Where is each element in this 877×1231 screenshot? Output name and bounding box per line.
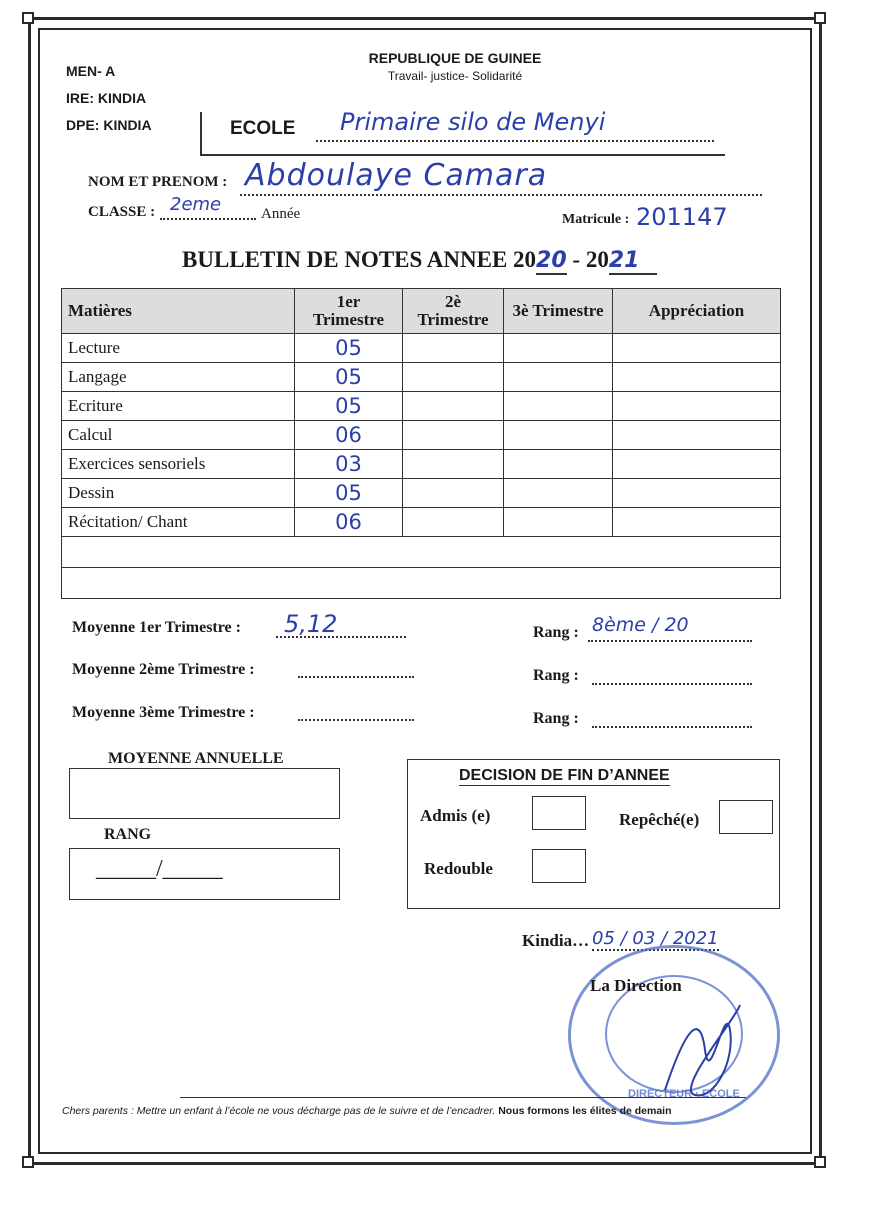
header-admin (66, 58, 152, 139)
grade-t3-cell (504, 363, 613, 392)
grade-t1-cell: 06 (295, 508, 403, 537)
matricule-label: Matricule : (562, 212, 630, 227)
republic-motto: Travail- justice- Solidarité (387, 69, 523, 83)
rang1-label: Rang : (533, 624, 579, 641)
decision-title: DECISION DE FIN D’ANNEE (459, 767, 670, 784)
header-t1: 1er Trimestre (295, 289, 403, 334)
name-label: NOM ET PRENOM : (88, 174, 228, 190)
ire-label: IRE: KINDIA (66, 90, 147, 106)
grade-t2-cell (403, 392, 504, 421)
grade-t3-cell (504, 421, 613, 450)
grade-t2-cell (403, 479, 504, 508)
footer-italic: Chers parents : Mettre un enfant à l’école ne vous décharge pas de le suivre et de l’encadrer. (62, 1105, 496, 1117)
republic-title: REPUBLIQUE DE GUINEE (368, 50, 542, 66)
appreciation-cell (613, 392, 781, 421)
title-mid: - 20 (566, 247, 609, 272)
m3-line (298, 703, 414, 721)
header-subject: Matières (62, 289, 295, 334)
title-prefix: BULLETIN DE NOTES ANNEE 20 (182, 247, 537, 272)
annual-average-box (69, 768, 340, 819)
grade-t1-cell: 06 (295, 421, 403, 450)
grade-t2-cell (403, 421, 504, 450)
signature-scribble (655, 990, 745, 1110)
subject-cell: Dessin (62, 479, 295, 508)
header-republic (300, 50, 610, 83)
subject-cell: Récitation/ Chant (62, 508, 295, 537)
appreciation-cell (613, 334, 781, 363)
dpe-label: DPE: KINDIA (66, 117, 152, 133)
footer-bold: Nous formons les élites de demain (498, 1105, 672, 1117)
table-row (62, 392, 781, 421)
border-corner (814, 12, 826, 24)
annual-rang-label: RANG (104, 826, 152, 843)
appreciation-cell (613, 479, 781, 508)
grade-t3-cell (504, 450, 613, 479)
table-row-empty (62, 568, 781, 599)
name-value: Abdoulaye Camara (245, 158, 548, 193)
border-corner (814, 1156, 826, 1168)
grade-t1-cell: 05 (295, 334, 403, 363)
grades-table (61, 288, 781, 599)
signature-direction: La Direction (590, 976, 682, 995)
table-header-row (62, 289, 781, 334)
bulletin-title (182, 247, 657, 273)
class-label: CLASSE : (88, 204, 156, 220)
m1-label: Moyenne 1er Trimestre : (72, 619, 241, 636)
grade-t3-cell (504, 392, 613, 421)
annual-rang-blank: _____/_____ (96, 856, 223, 882)
border-corner (22, 12, 34, 24)
grade-t2-cell (403, 363, 504, 392)
repeche-label: Repêché(e) (619, 810, 700, 829)
matricule-value: 201147 (636, 203, 728, 231)
title-year2: 21 (609, 248, 658, 275)
m2-line (298, 660, 414, 678)
stamp-text: DIRECTEUR · ECOLE (628, 1088, 740, 1100)
grade-t3-cell (504, 508, 613, 537)
header-t2: 2è Trimestre (403, 289, 504, 334)
table-row (62, 479, 781, 508)
grade-t3-cell (504, 479, 613, 508)
school-label: ECOLE (230, 118, 296, 139)
men-label: MEN- A (66, 63, 116, 79)
signature-place: Kindia… (522, 931, 590, 950)
redouble-checkbox[interactable] (532, 849, 586, 883)
subject-cell: Langage (62, 363, 295, 392)
empty-cell (62, 537, 781, 568)
grade-t1-cell: 05 (295, 479, 403, 508)
school-value: Primaire silo de Menyi (340, 108, 606, 136)
appreciation-cell (613, 421, 781, 450)
header-t3: 3è Trimestre (504, 289, 613, 334)
grade-t2-cell (403, 508, 504, 537)
signature-date: 05 / 03 / 2021 (592, 928, 719, 949)
grade-t2-cell (403, 450, 504, 479)
table-row-empty (62, 537, 781, 568)
m1-value: 5,12 (284, 610, 338, 638)
subject-cell: Exercices sensoriels (62, 450, 295, 479)
admis-checkbox[interactable] (532, 796, 586, 830)
rang2-label: Rang : (533, 667, 579, 684)
table-row (62, 334, 781, 363)
subject-cell: Lecture (62, 334, 295, 363)
border-corner (22, 1156, 34, 1168)
m2-label: Moyenne 2ème Trimestre : (72, 661, 255, 678)
title-year1: 20 (536, 248, 567, 273)
table-row (62, 450, 781, 479)
empty-cell (62, 568, 781, 599)
footer-note (62, 1105, 762, 1117)
appreciation-cell (613, 450, 781, 479)
redouble-label: Redouble (424, 859, 493, 878)
header-appreciation: Appréciation (613, 289, 781, 334)
annual-label: MOYENNE ANNUELLE (108, 750, 284, 767)
class-value: 2eme (170, 194, 222, 215)
admis-label: Admis (e) (420, 806, 491, 825)
rang3-label: Rang : (533, 710, 579, 727)
rang1-value: 8ème / 20 (592, 614, 689, 636)
grade-t3-cell (504, 334, 613, 363)
table-row (62, 508, 781, 537)
repeche-checkbox[interactable] (719, 800, 773, 834)
appreciation-cell (613, 363, 781, 392)
table-row (62, 363, 781, 392)
grade-t1-cell: 05 (295, 363, 403, 392)
class-suffix: Année (261, 206, 301, 222)
grade-t2-cell (403, 334, 504, 363)
table-row (62, 421, 781, 450)
m3-label: Moyenne 3ème Trimestre : (72, 704, 255, 721)
rang3-line (592, 710, 752, 728)
grade-t1-cell: 03 (295, 450, 403, 479)
footer-line (180, 1097, 746, 1098)
subject-cell: Calcul (62, 421, 295, 450)
appreciation-cell (613, 508, 781, 537)
grade-t1-cell: 05 (295, 392, 403, 421)
subject-cell: Ecriture (62, 392, 295, 421)
rang2-line (592, 667, 752, 685)
